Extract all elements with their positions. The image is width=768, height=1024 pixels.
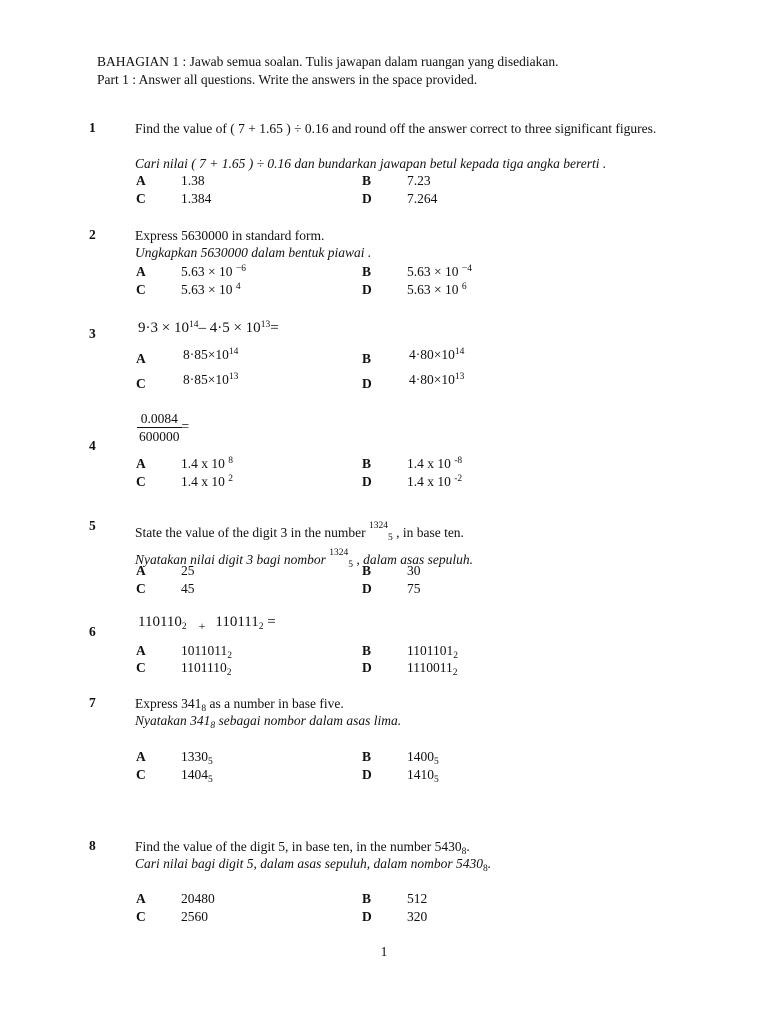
option-label-d: D [362, 581, 372, 596]
option-a-value[interactable]: 25 [181, 563, 195, 578]
option-d-value[interactable]: $4\cdot 80\times 10^{13}$ [409, 372, 465, 387]
question-stem-english: Express $341_8$ as a number in base five. [135, 696, 344, 714]
option-a-value[interactable]: 20480 [181, 891, 215, 906]
option-label-c: C [136, 376, 146, 391]
math-expression: $110110_2$ $_+$ $110111_2$ = [138, 614, 276, 633]
equals-sign: = [181, 418, 190, 434]
question-number: 5 [89, 518, 96, 533]
option-label-b: B [362, 351, 372, 366]
option-c-value[interactable]: 1.384 [181, 191, 212, 206]
question-stem-english: Express 5630000 in standard form. [135, 228, 325, 243]
question-number: 4 [89, 438, 96, 453]
option-label-c: C [136, 909, 146, 924]
option-c-value[interactable]: $1101110_2$ [181, 660, 232, 678]
fraction-denominator: 600000 [139, 429, 180, 444]
option-d-value[interactable]: 7.264 [407, 191, 438, 206]
option-a-value[interactable]: 1.4 x 10 $^8$ [181, 456, 233, 471]
option-c-value[interactable]: 45 [181, 581, 195, 596]
question-stem-malay: Nyatakan $341_8$ sebagai nombor dalam asas lima. [135, 713, 402, 731]
option-label-d: D [362, 376, 372, 391]
option-c-value[interactable]: $8\cdot 85\times 10^{13}$ [183, 372, 239, 387]
fraction-numerator: 0.0084 [137, 410, 182, 428]
instructions-english: Part 1 : Answer all questions. Write the answers in the space provided. [97, 72, 478, 87]
option-d-value[interactable]: $1110011_2$ [407, 660, 458, 678]
option-d-value[interactable]: $1410_5$ [407, 767, 439, 785]
fraction [137, 410, 182, 445]
option-label-a: A [136, 456, 146, 471]
question-stem-english: Find the value of ( 7 + 1.65 ) ÷ 0.16 and round off the answer correct to three significant figures. [135, 121, 657, 136]
option-b-value[interactable]: $1101101_2$ [407, 643, 458, 661]
option-d-value[interactable]: 75 [407, 581, 421, 596]
option-label-a: A [136, 749, 146, 764]
option-b-value[interactable]: 512 [407, 891, 428, 906]
option-label-b: B [362, 749, 372, 764]
option-label-b: B [362, 891, 372, 906]
option-label-c: C [136, 191, 146, 206]
question-number: 3 [89, 326, 96, 341]
option-label-b: B [362, 563, 372, 578]
math-expression: $9\cdot 3 \times 10^{14}-$ $4\cdot 5 \times 10^{13}=$ [138, 320, 279, 336]
option-d-value[interactable]: 320 [407, 909, 428, 924]
option-label-a: A [136, 351, 146, 366]
option-b-value[interactable]: 30 [407, 563, 421, 578]
option-b-value[interactable]: 1.4 x 10 $^{-8}$ [407, 456, 463, 471]
question-number: 1 [89, 120, 96, 135]
option-d-value[interactable]: 1.4 x 10 $^{-2}$ [407, 474, 463, 489]
option-b-value[interactable]: $1400_5$ [407, 749, 439, 767]
option-label-a: A [136, 563, 146, 578]
option-d-value[interactable]: 5.63 × 10 $^6$ [407, 282, 467, 297]
option-a-value[interactable]: 5.63 × 10 $^{-6}$ [181, 264, 246, 279]
option-a-value[interactable]: $1330_5$ [181, 749, 213, 767]
option-label-d: D [362, 909, 372, 924]
question-number: 6 [89, 624, 96, 639]
option-label-b: B [362, 264, 372, 279]
option-label-c: C [136, 282, 146, 297]
page-number: 1 [380, 944, 388, 959]
option-label-d: D [362, 660, 372, 675]
option-a-value[interactable]: 1.38 [181, 173, 205, 188]
option-c-value[interactable]: 1.4 x 10 $^2$ [181, 474, 233, 489]
option-label-d: D [362, 282, 372, 297]
option-b-value[interactable]: 5.63 × 10 $^{-4}$ [407, 264, 472, 279]
question-number: 8 [89, 838, 96, 853]
question-number: 7 [89, 695, 96, 710]
option-a-value[interactable]: $1011011_2$ [181, 643, 232, 661]
option-label-c: C [136, 474, 146, 489]
option-b-value[interactable]: 7.23 [407, 173, 431, 188]
option-b-value[interactable]: $4\cdot 80\times 10^{14}$ [409, 347, 465, 362]
option-label-a: A [136, 264, 146, 279]
question-stem-malay: Ungkapkan 5630000 dalam bentuk piawai . [135, 245, 372, 260]
option-label-a: A [136, 643, 146, 658]
option-label-a: A [136, 891, 146, 906]
option-label-d: D [362, 191, 372, 206]
math-expression [137, 410, 717, 445]
option-label-b: B [362, 456, 372, 471]
question-stem-malay: Cari nilai bagi digit 5, dalam asas sepuluh, dalam nombor $5430_8$. [135, 856, 492, 874]
question-stem-english: State the value of the digit 3 in the number $^{1324}_5$ , in base ten. [135, 521, 464, 543]
option-c-value[interactable]: $1404_5$ [181, 767, 213, 785]
question-stem-malay: Nyatakan nilai digit 3 bagi nombor $^{1324}_5$ , dalam asas sepuluh. [135, 548, 474, 570]
option-label-d: D [362, 767, 372, 782]
option-c-value[interactable]: 5.63 × 10 $^4$ [181, 282, 241, 297]
question-number: 2 [89, 227, 96, 242]
option-label-c: C [136, 581, 146, 596]
option-label-b: B [362, 643, 372, 658]
option-label-c: C [136, 767, 146, 782]
option-label-b: B [362, 173, 372, 188]
option-label-c: C [136, 660, 146, 675]
question-stem-english: Find the value of the digit 5, in base ten, in the number $5430_8$. [135, 839, 470, 857]
question-stem-malay: Cari nilai ( 7 + 1.65 ) ÷ 0.16 dan bundarkan jawapan betul kepada tiga angka bererti . [135, 156, 607, 171]
instructions-malay: BAHAGIAN 1 : Jawab semua soalan. Tulis jawapan dalam ruangan yang disediakan. [97, 54, 559, 69]
option-a-value[interactable]: $8\cdot 85\times 10^{14}$ [183, 347, 239, 362]
option-label-a: A [136, 173, 146, 188]
option-label-d: D [362, 474, 372, 489]
option-c-value[interactable]: 2560 [181, 909, 208, 924]
